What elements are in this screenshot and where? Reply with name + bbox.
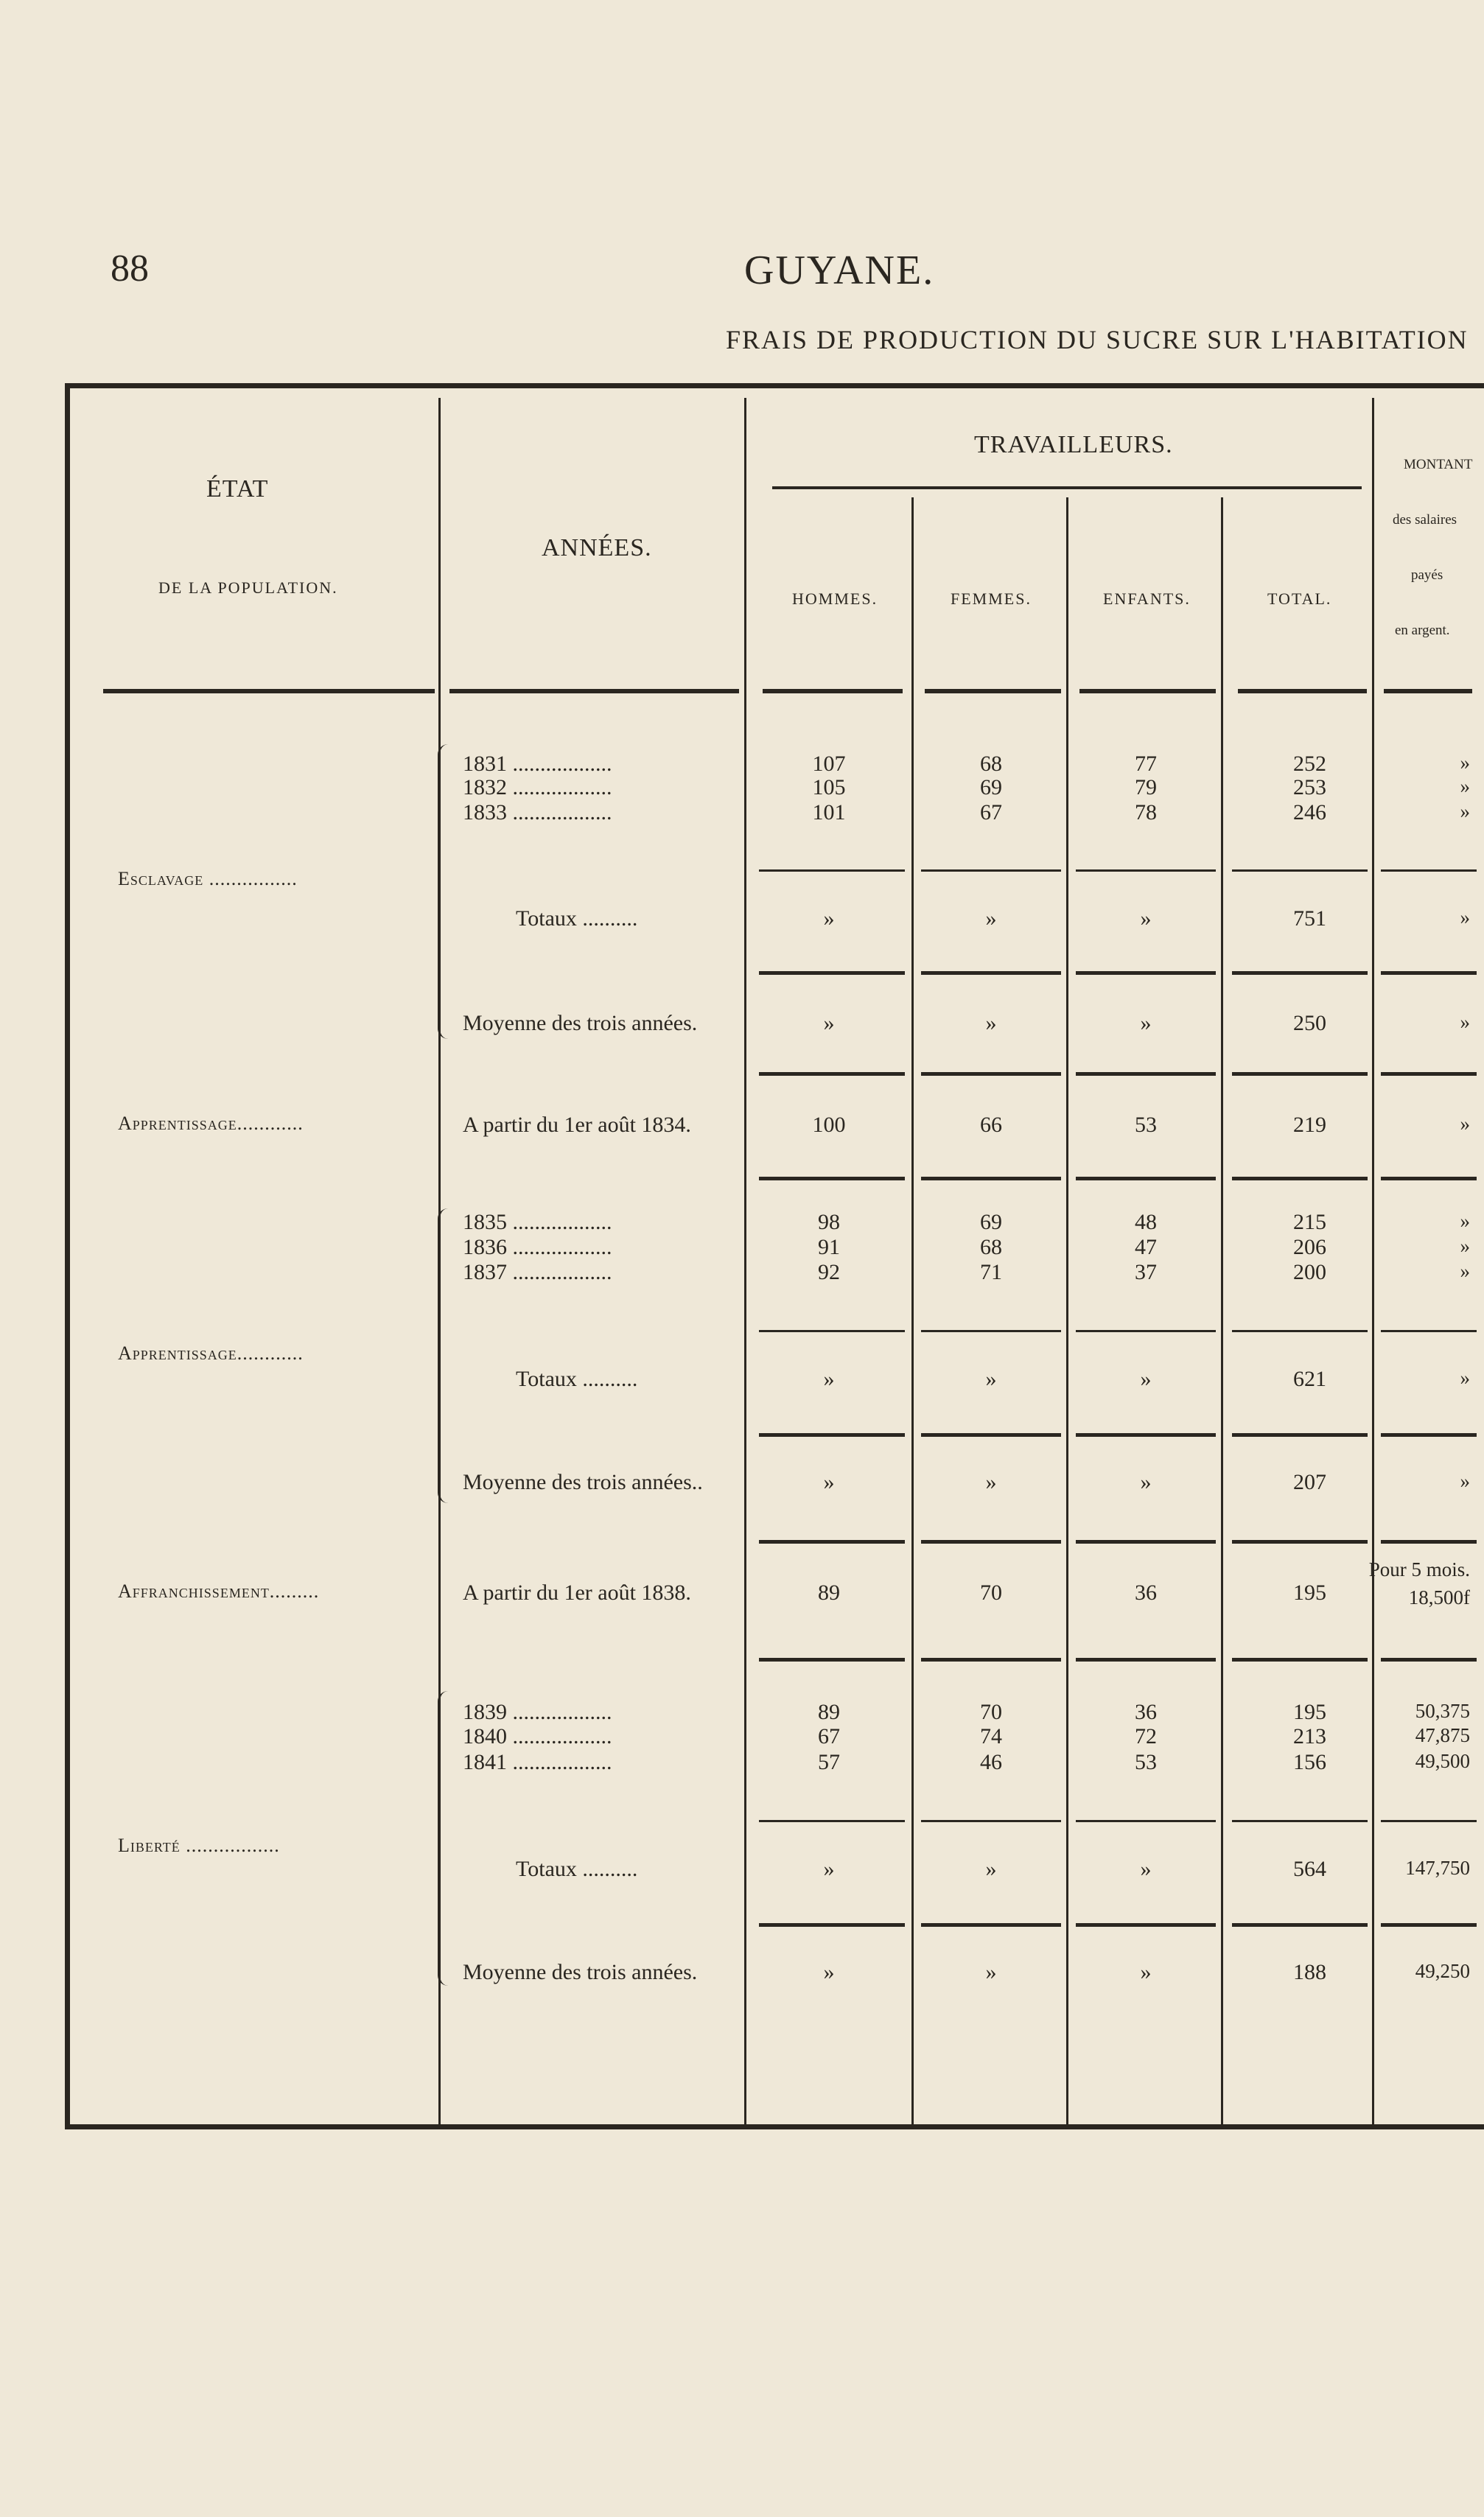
cell-montant: 18,500f [1408, 1586, 1470, 1608]
cell-femmes: » [985, 1857, 997, 1881]
table-title: FRAIS DE PRODUCTION DU SUCRE SUR L'HABITATION [726, 325, 1469, 354]
cell-hommes: » [823, 1011, 835, 1035]
cell-enfants: 36 [1135, 1580, 1157, 1605]
cell-femmes: » [985, 906, 997, 931]
cell-total: 200 [1293, 1260, 1326, 1284]
cell-hommes: 67 [818, 1724, 840, 1748]
cell-enfants: » [1140, 1470, 1152, 1494]
row-rule [1381, 1540, 1477, 1544]
cell-montant: 50,375 [1415, 1700, 1470, 1722]
cell-enfants: » [1140, 906, 1152, 931]
col-divider [744, 398, 746, 2126]
cell-total: 206 [1293, 1235, 1326, 1259]
cell-femmes: 70 [980, 1580, 1002, 1605]
row-rule [1076, 1820, 1216, 1822]
year-label: Moyenne des trois années. [463, 1960, 698, 1984]
cell-total: 621 [1293, 1367, 1326, 1391]
col-divider [1221, 497, 1223, 2126]
header-montant-3: payés [1411, 567, 1443, 583]
cell-hommes: 89 [818, 1700, 840, 1724]
year-label: A partir du 1er août 1838. [463, 1580, 691, 1605]
cell-total: 195 [1293, 1580, 1326, 1605]
header-annees: ANNÉES. [542, 534, 652, 561]
row-rule [921, 1540, 1061, 1544]
row-rule [921, 1177, 1061, 1180]
cell-total: 250 [1293, 1011, 1326, 1035]
cell-hommes: 89 [818, 1580, 840, 1605]
row-rule [1381, 869, 1477, 872]
cell-total: 219 [1293, 1113, 1326, 1137]
row-rule [1076, 1658, 1216, 1662]
cell-enfants: 77 [1135, 752, 1157, 776]
section-label: Apprentissage............ [118, 1113, 304, 1134]
cell-montant: Pour 5 mois. [1368, 1558, 1470, 1580]
row-rule [921, 1820, 1061, 1822]
header-total: TOTAL. [1267, 589, 1332, 608]
cell-enfants: » [1140, 1960, 1152, 1984]
cell-montant: » [1460, 1235, 1470, 1257]
cell-montant: » [1460, 1113, 1470, 1135]
year-label: 1840 .................. [463, 1724, 612, 1748]
year-label: 1832 .................. [463, 775, 612, 799]
year-label: 1831 .................. [463, 752, 612, 776]
row-rule [1381, 1658, 1477, 1662]
cell-femmes: » [985, 1011, 997, 1035]
header-montant: MONTANT [1404, 457, 1473, 472]
year-label: 1835 .................. [463, 1210, 612, 1234]
row-rule [1232, 1433, 1368, 1437]
cell-femmes: 71 [980, 1260, 1002, 1284]
row-rule [759, 1658, 905, 1662]
cell-femmes: 66 [980, 1113, 1002, 1137]
cell-hommes: 91 [818, 1235, 840, 1259]
row-rule [1381, 1177, 1477, 1180]
row-rule [921, 869, 1061, 872]
row-rule [759, 971, 905, 975]
header-rule [103, 689, 435, 693]
header-travailleurs: TRAVAILLEURS. [974, 431, 1173, 458]
cell-femmes: 69 [980, 775, 1002, 799]
cell-enfants: 53 [1135, 1113, 1157, 1137]
row-rule [1076, 1330, 1216, 1332]
cell-montant: » [1460, 775, 1470, 797]
row-rule [1232, 1177, 1368, 1180]
cell-femmes: 67 [980, 800, 1002, 825]
row-rule [1381, 1820, 1477, 1822]
header-montant-2: des salaires [1393, 512, 1457, 528]
row-rule [921, 1072, 1061, 1076]
row-rule [759, 1923, 905, 1927]
year-label: 1837 .................. [463, 1260, 612, 1284]
cell-hommes: » [823, 906, 835, 931]
cell-montant: » [1460, 752, 1470, 774]
row-rule [1232, 1540, 1368, 1544]
header-rule [763, 689, 903, 693]
header-population: DE LA POPULATION. [158, 578, 338, 597]
travailleurs-rule [772, 486, 1362, 489]
year-label: Moyenne des trois années. [463, 1011, 698, 1035]
year-label: 1836 .................. [463, 1235, 612, 1259]
row-rule [1232, 1330, 1368, 1332]
year-label: Moyenne des trois années.. [463, 1470, 703, 1494]
header-montant-4: en argent. [1395, 623, 1450, 638]
cell-montant: 49,250 [1415, 1960, 1470, 1982]
cell-montant: » [1460, 906, 1470, 928]
row-rule [759, 1330, 905, 1332]
row-rule [1232, 1072, 1368, 1076]
cell-hommes: 57 [818, 1750, 840, 1774]
cell-femmes: » [985, 1367, 997, 1391]
cell-hommes: 107 [812, 752, 846, 776]
cell-femmes: 68 [980, 1235, 1002, 1259]
year-label: 1833 .................. [463, 800, 612, 825]
row-rule [1232, 1658, 1368, 1662]
cell-montant: 147,750 [1405, 1857, 1470, 1879]
cell-hommes: 92 [818, 1260, 840, 1284]
section-label: Liberté ................. [118, 1835, 280, 1856]
brace [438, 1691, 450, 1986]
row-rule [1232, 1923, 1368, 1927]
row-rule [1381, 1433, 1477, 1437]
row-rule [1381, 1072, 1477, 1076]
header-rule [925, 689, 1061, 693]
row-rule [759, 1540, 905, 1544]
row-rule [1076, 1433, 1216, 1437]
cell-hommes: » [823, 1960, 835, 1984]
header-etat: ÉTAT [206, 475, 269, 503]
row-rule [1076, 971, 1216, 975]
section-label: Affranchissement......... [118, 1580, 320, 1602]
brace [438, 744, 450, 1039]
cell-enfants: 79 [1135, 775, 1157, 799]
cell-hommes: 98 [818, 1210, 840, 1234]
cell-enfants: 78 [1135, 800, 1157, 825]
row-rule [921, 971, 1061, 975]
running-head: GUYANE. [744, 248, 935, 293]
row-rule [921, 1658, 1061, 1662]
header-rule [1079, 689, 1216, 693]
header-rule [1384, 689, 1472, 693]
header-rule [449, 689, 739, 693]
brace [438, 1208, 450, 1503]
row-rule [921, 1923, 1061, 1927]
row-rule [1076, 1923, 1216, 1927]
cell-enfants: 48 [1135, 1210, 1157, 1234]
header-hommes: HOMMES. [792, 589, 878, 608]
cell-femmes: 68 [980, 752, 1002, 776]
row-rule [1076, 869, 1216, 872]
cell-hommes: » [823, 1470, 835, 1494]
row-rule [1076, 1540, 1216, 1544]
section-label: Apprentissage............ [118, 1342, 304, 1364]
cell-hommes: 100 [812, 1113, 846, 1137]
cell-femmes: 74 [980, 1724, 1002, 1748]
cell-total: 207 [1293, 1470, 1326, 1494]
cell-total: 751 [1293, 906, 1326, 931]
cell-femmes: 70 [980, 1700, 1002, 1724]
cell-femmes: 69 [980, 1210, 1002, 1234]
cell-total: 195 [1293, 1700, 1326, 1724]
header-femmes: FEMMES. [951, 589, 1032, 608]
year-label: Totaux .......... [516, 1857, 638, 1881]
row-rule [759, 1433, 905, 1437]
cell-hommes: » [823, 1857, 835, 1881]
row-rule [1076, 1177, 1216, 1180]
row-rule [759, 1820, 905, 1822]
cell-enfants: 72 [1135, 1724, 1157, 1748]
row-rule [1232, 869, 1368, 872]
year-label: A partir du 1er août 1834. [463, 1113, 691, 1137]
cell-enfants: 53 [1135, 1750, 1157, 1774]
row-rule [921, 1330, 1061, 1332]
cell-total: 252 [1293, 752, 1326, 776]
cell-hommes: 105 [812, 775, 846, 799]
cell-hommes: 101 [812, 800, 846, 825]
cell-total: 215 [1293, 1210, 1326, 1234]
row-rule [1381, 1330, 1477, 1332]
row-rule [1232, 971, 1368, 975]
cell-montant: » [1460, 1011, 1470, 1033]
row-rule [1076, 1072, 1216, 1076]
cell-total: 246 [1293, 800, 1326, 825]
cell-montant: 47,875 [1415, 1724, 1470, 1746]
row-rule [1381, 1923, 1477, 1927]
cell-montant: » [1460, 1470, 1470, 1492]
cell-enfants: 47 [1135, 1235, 1157, 1259]
cell-enfants: 36 [1135, 1700, 1157, 1724]
cell-total: 156 [1293, 1750, 1326, 1774]
cell-enfants: 37 [1135, 1260, 1157, 1284]
cell-enfants: » [1140, 1367, 1152, 1391]
year-label: 1841 .................. [463, 1750, 612, 1774]
cell-femmes: » [985, 1470, 997, 1494]
cell-montant: » [1460, 1210, 1470, 1232]
row-rule [1381, 971, 1477, 975]
cell-montant: » [1460, 800, 1470, 822]
cell-hommes: » [823, 1367, 835, 1391]
cell-montant: » [1460, 1260, 1470, 1282]
header-rule [1238, 689, 1367, 693]
header-enfants: ENFANTS. [1103, 589, 1191, 608]
row-rule [921, 1433, 1061, 1437]
row-rule [759, 869, 905, 872]
year-label: Totaux .......... [516, 1367, 638, 1391]
row-rule [759, 1177, 905, 1180]
cell-total: 253 [1293, 775, 1326, 799]
cell-enfants: » [1140, 1011, 1152, 1035]
col-divider [911, 497, 914, 2126]
cell-total: 564 [1293, 1857, 1326, 1881]
cell-montant: 49,500 [1415, 1750, 1470, 1772]
section-label: Esclavage ................ [118, 868, 298, 889]
cell-femmes: » [985, 1960, 997, 1984]
cell-total: 213 [1293, 1724, 1326, 1748]
cell-femmes: 46 [980, 1750, 1002, 1774]
year-label: Totaux .......... [516, 906, 638, 931]
cell-enfants: » [1140, 1857, 1152, 1881]
row-rule [759, 1072, 905, 1076]
row-rule [1232, 1820, 1368, 1822]
col-divider [1066, 497, 1068, 2126]
cell-total: 188 [1293, 1960, 1326, 1984]
year-label: 1839 .................. [463, 1700, 612, 1724]
page-number: 88 [111, 248, 149, 290]
cell-montant: » [1460, 1367, 1470, 1389]
